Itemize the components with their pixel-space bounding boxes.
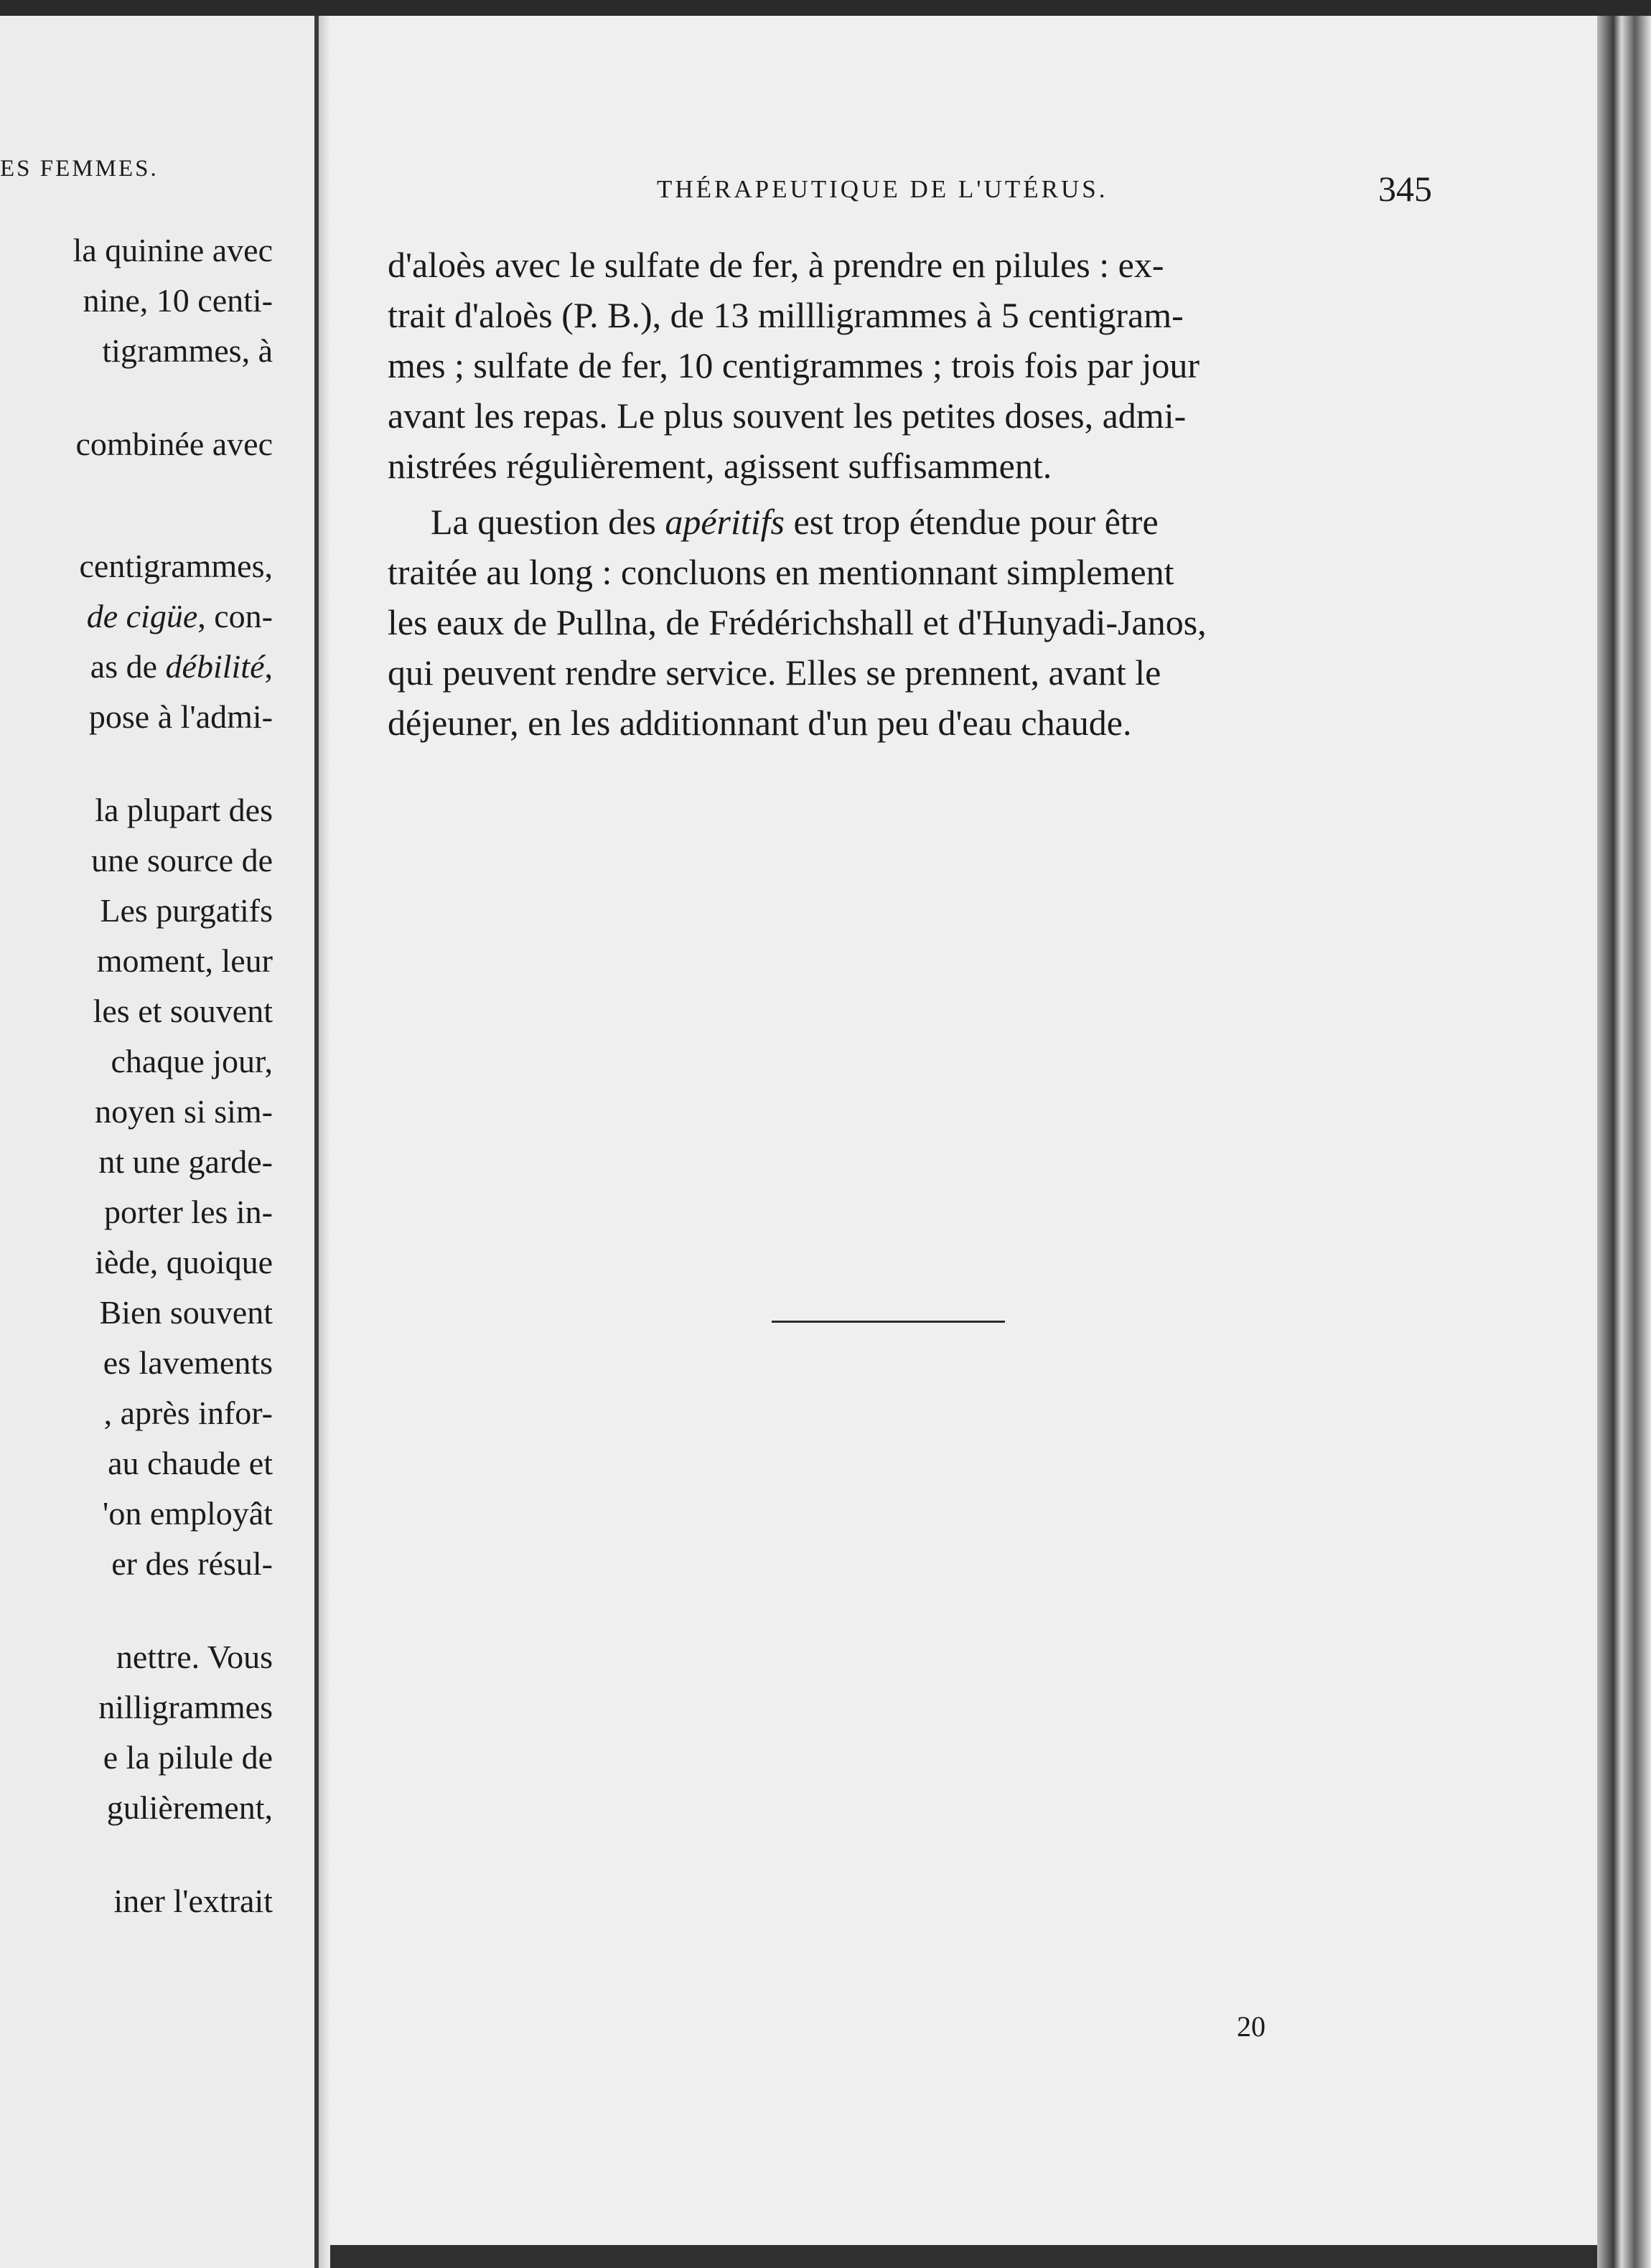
left-line-emphasis: de cigüe [86, 598, 198, 634]
body-line-text: est trop étendue pour être [785, 502, 1159, 542]
section-end-rule [772, 1321, 1005, 1323]
body-line: d'aloès avec le sulfate de fer, à prendre en pilules : ex- [388, 245, 1164, 285]
left-page-line: tigrammes, à [102, 332, 273, 369]
left-page-line: , après infor- [103, 1395, 273, 1431]
body-line: déjeuner, en les additionnant d'un peu d'eau chaude. [388, 703, 1132, 743]
body-line: nistrées régulièrement, agissent suffisamment. [388, 446, 1052, 486]
body-line: mes ; sulfate de fer, 10 centigrammes ; trois fois par jour [388, 345, 1200, 385]
left-page-line: nine, 10 centi- [83, 282, 273, 319]
gutter-shadow [319, 16, 330, 2268]
body-line: les eaux de Pullna, de Frédérichshall et d'Hunyadi-Janos, [388, 602, 1207, 642]
left-page-line [90, 647, 273, 685]
left-page-line: centigrammes, [79, 548, 273, 584]
left-page-line: er des résul- [111, 1545, 273, 1582]
left-line-text: , [264, 648, 273, 685]
left-page-line: au chaude et [108, 1445, 273, 1481]
left-page-line [87, 597, 273, 635]
left-page-line: la quinine avec [73, 232, 273, 268]
signature-mark: 20 [1237, 2010, 1266, 2043]
left-page-line: gulièrement, [106, 1789, 273, 1826]
body-line [431, 504, 1159, 540]
left-page-line: nilligrammes [98, 1689, 273, 1725]
body-line: trait d'aloès (P. B.), de 13 millligrammes à 5 centigram- [388, 295, 1184, 335]
left-line-emphasis: débilité [165, 648, 265, 685]
left-line-text: as de [90, 648, 166, 685]
page-345 [330, 16, 1608, 2268]
left-page-line: noyen si sim- [95, 1093, 273, 1130]
left-page-line: Les purgatifs [100, 892, 273, 929]
page-number: 345 [1378, 169, 1432, 209]
body-line: qui peuvent rendre service. Elles se prennent, avant le [388, 652, 1161, 693]
scan-bottom-edge [330, 2245, 1597, 2268]
left-page-line: porter les in- [103, 1194, 273, 1230]
left-page-line: les et souvent [93, 993, 273, 1029]
facing-page-left [0, 16, 316, 2268]
body-line: avant les repas. Le plus souvent les petites doses, admi- [388, 395, 1187, 436]
body-line-emphasis: apéritifs [665, 502, 785, 542]
left-line-text: , con- [197, 598, 273, 634]
body-line-text: La question des [431, 502, 665, 542]
left-page-line: une source de [91, 842, 273, 878]
left-page-running-header: ES FEMMES. [0, 156, 159, 182]
left-page-line: es lavements [103, 1344, 273, 1381]
scan-top-edge [0, 0, 1651, 16]
left-page-line: pose à l'admi- [88, 698, 273, 735]
left-page-line: combinée avec [75, 426, 273, 462]
left-page-line: Bien souvent [99, 1294, 273, 1331]
left-page-line: la plupart des [95, 792, 273, 828]
left-page-line: iède, quoique [95, 1244, 273, 1280]
left-page-line: nettre. Vous [116, 1639, 273, 1675]
left-page-line: chaque jour, [111, 1043, 273, 1079]
left-page-line: nt une garde- [98, 1143, 273, 1180]
body-line: traitée au long : concluons en mentionnant simplement [388, 552, 1174, 592]
left-page-line: iner l'extrait [113, 1883, 273, 1919]
page-stack-edge [1597, 16, 1651, 2268]
running-header-title: THÉRAPEUTIQUE DE L'UTÉRUS. [657, 175, 1108, 203]
left-page-line: e la pilule de [103, 1739, 273, 1776]
left-page-line: 'on employât [103, 1495, 273, 1532]
left-page-line: moment, leur [96, 942, 273, 979]
